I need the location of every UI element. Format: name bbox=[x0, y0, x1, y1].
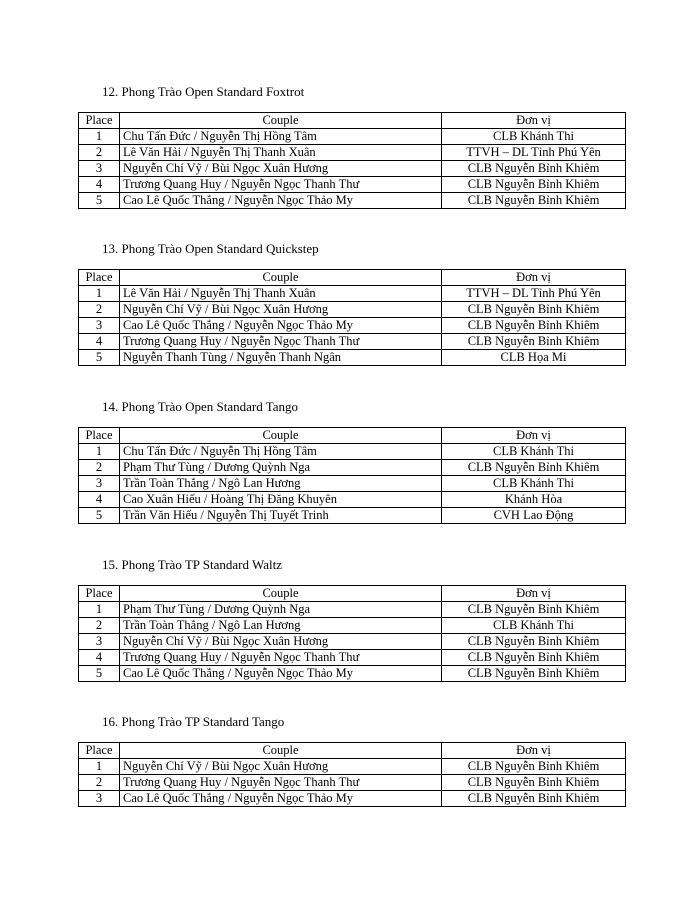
couple-cell: Chu Tấn Đức / Nguyễn Thị Hồng Tâm bbox=[120, 129, 442, 145]
unit-header: Đơn vị bbox=[442, 428, 626, 444]
unit-cell: CLB Nguyễn Bỉnh Khiêm bbox=[442, 775, 626, 791]
couple-cell: Nguyễn Chí Vỹ / Bùi Ngọc Xuân Hương bbox=[120, 634, 442, 650]
unit-cell: TTVH – DL Tỉnh Phú Yên bbox=[442, 286, 626, 302]
table-row bbox=[79, 302, 626, 318]
table-row bbox=[79, 350, 626, 366]
unit-header: Đơn vị bbox=[442, 113, 626, 129]
unit-cell: CLB Nguyễn Bỉnh Khiêm bbox=[442, 302, 626, 318]
unit-cell: CLB Khánh Thi bbox=[442, 444, 626, 460]
couple-cell: Cao Lê Quốc Thắng / Nguyễn Ngọc Thảo My bbox=[120, 666, 442, 682]
unit-cell: CLB Nguyễn Bỉnh Khiêm bbox=[442, 791, 626, 807]
table-row bbox=[79, 444, 626, 460]
place-cell: 1 bbox=[79, 602, 120, 618]
table-row bbox=[79, 161, 626, 177]
couple-cell: Lê Văn Hải / Nguyễn Thị Thanh Xuân bbox=[120, 145, 442, 161]
table-row bbox=[79, 775, 626, 791]
couple-header: Couple bbox=[120, 743, 442, 759]
table-header-row bbox=[79, 113, 626, 129]
table-header-row bbox=[79, 270, 626, 286]
couple-cell: Nguyễn Chí Vỹ / Bùi Ngọc Xuân Hương bbox=[120, 302, 442, 318]
section-quickstep bbox=[78, 241, 625, 366]
couple-cell: Lê Văn Hải / Nguyễn Thị Thanh Xuân bbox=[120, 286, 442, 302]
unit-cell: CLB Nguyễn Bỉnh Khiêm bbox=[442, 602, 626, 618]
unit-cell: Khánh Hòa bbox=[442, 492, 626, 508]
couple-header: Couple bbox=[120, 428, 442, 444]
place-cell: 4 bbox=[79, 492, 120, 508]
place-cell: 5 bbox=[79, 193, 120, 209]
unit-cell: TTVH – DL Tỉnh Phú Yên bbox=[442, 145, 626, 161]
couple-cell: Nguyễn Thanh Tùng / Nguyễn Thanh Ngân bbox=[120, 350, 442, 366]
table-row bbox=[79, 508, 626, 524]
results-table bbox=[78, 585, 626, 682]
place-cell: 2 bbox=[79, 460, 120, 476]
unit-cell: CLB Khánh Thi bbox=[442, 476, 626, 492]
unit-cell: CLB Khánh Thi bbox=[442, 618, 626, 634]
unit-cell: CLB Nguyễn Bỉnh Khiêm bbox=[442, 666, 626, 682]
table-header-row bbox=[79, 586, 626, 602]
unit-cell: CLB Nguyễn Bỉnh Khiêm bbox=[442, 193, 626, 209]
table-row bbox=[79, 286, 626, 302]
couple-cell: Cao Xuân Hiếu / Hoàng Thị Đăng Khuyên bbox=[120, 492, 442, 508]
place-cell: 2 bbox=[79, 775, 120, 791]
couple-header: Couple bbox=[120, 113, 442, 129]
table-row bbox=[79, 129, 626, 145]
section-title: 12. Phong Trào Open Standard Foxtrot bbox=[102, 84, 305, 99]
place-cell: 3 bbox=[79, 476, 120, 492]
section-title: 13. Phong Trào Open Standard Quickstep bbox=[102, 241, 319, 256]
table-row bbox=[79, 476, 626, 492]
place-cell: 4 bbox=[79, 650, 120, 666]
unit-cell: CLB Nguyễn Bỉnh Khiêm bbox=[442, 650, 626, 666]
place-cell: 1 bbox=[79, 286, 120, 302]
unit-cell: CLB Khánh Thi bbox=[442, 129, 626, 145]
table-row bbox=[79, 318, 626, 334]
place-header: Place bbox=[79, 270, 120, 286]
place-cell: 1 bbox=[79, 759, 120, 775]
unit-header: Đơn vị bbox=[442, 270, 626, 286]
place-header: Place bbox=[79, 113, 120, 129]
couple-cell: Cao Lê Quốc Thắng / Nguyễn Ngọc Thảo My bbox=[120, 318, 442, 334]
table-row bbox=[79, 492, 626, 508]
unit-cell: CLB Họa Mi bbox=[442, 350, 626, 366]
couple-cell: Trần Toàn Thắng / Ngô Lan Hương bbox=[120, 476, 442, 492]
couple-cell: Trương Quang Huy / Nguyễn Ngọc Thanh Thư bbox=[120, 650, 442, 666]
section-title: 14. Phong Trào Open Standard Tango bbox=[102, 399, 299, 414]
place-header: Place bbox=[79, 428, 120, 444]
couple-cell: Phạm Thư Tùng / Dương Quỳnh Nga bbox=[120, 602, 442, 618]
couple-cell: Trương Quang Huy / Nguyễn Ngọc Thanh Thư bbox=[120, 334, 442, 350]
table-row bbox=[79, 602, 626, 618]
couple-cell: Trần Toàn Thắng / Ngô Lan Hương bbox=[120, 618, 442, 634]
place-cell: 2 bbox=[79, 302, 120, 318]
place-cell: 3 bbox=[79, 791, 120, 807]
unit-cell: CLB Nguyễn Bỉnh Khiêm bbox=[442, 177, 626, 193]
section-title: 16. Phong Trào TP Standard Tango bbox=[102, 714, 285, 729]
table-row bbox=[79, 145, 626, 161]
results-table bbox=[78, 112, 626, 209]
table-row bbox=[79, 791, 626, 807]
couple-cell: Nguyễn Chí Vỹ / Bùi Ngọc Xuân Hương bbox=[120, 759, 442, 775]
table-row bbox=[79, 650, 626, 666]
couple-cell: Nguyễn Chí Vỹ / Bùi Ngọc Xuân Hương bbox=[120, 161, 442, 177]
place-cell: 5 bbox=[79, 666, 120, 682]
couple-cell: Trương Quang Huy / Nguyễn Ngọc Thanh Thư bbox=[120, 775, 442, 791]
unit-cell: CVH Lao Động bbox=[442, 508, 626, 524]
place-cell: 4 bbox=[79, 177, 120, 193]
place-header: Place bbox=[79, 743, 120, 759]
section-foxtrot bbox=[78, 84, 625, 209]
place-cell: 2 bbox=[79, 145, 120, 161]
table-row bbox=[79, 460, 626, 476]
results-table bbox=[78, 427, 626, 524]
unit-cell: CLB Nguyễn Bỉnh Khiêm bbox=[442, 460, 626, 476]
place-cell: 2 bbox=[79, 618, 120, 634]
table-row bbox=[79, 759, 626, 775]
couple-cell: Trương Quang Huy / Nguyễn Ngọc Thanh Thư bbox=[120, 177, 442, 193]
place-header: Place bbox=[79, 586, 120, 602]
place-cell: 1 bbox=[79, 444, 120, 460]
unit-header: Đơn vị bbox=[442, 586, 626, 602]
results-table bbox=[78, 269, 626, 366]
unit-cell: CLB Nguyễn Bỉnh Khiêm bbox=[442, 334, 626, 350]
couple-cell: Phạm Thư Tùng / Dương Quỳnh Nga bbox=[120, 460, 442, 476]
place-cell: 3 bbox=[79, 634, 120, 650]
couple-header: Couple bbox=[120, 270, 442, 286]
place-cell: 3 bbox=[79, 161, 120, 177]
unit-header: Đơn vị bbox=[442, 743, 626, 759]
table-header-row bbox=[79, 428, 626, 444]
unit-cell: CLB Nguyễn Bỉnh Khiêm bbox=[442, 634, 626, 650]
place-cell: 4 bbox=[79, 334, 120, 350]
place-cell: 5 bbox=[79, 350, 120, 366]
table-row bbox=[79, 334, 626, 350]
place-cell: 1 bbox=[79, 129, 120, 145]
table-row bbox=[79, 666, 626, 682]
place-cell: 5 bbox=[79, 508, 120, 524]
section-open-tango bbox=[78, 399, 625, 524]
section-tp-waltz bbox=[78, 557, 625, 682]
couple-header: Couple bbox=[120, 586, 442, 602]
unit-cell: CLB Nguyễn Bỉnh Khiêm bbox=[442, 759, 626, 775]
table-row bbox=[79, 634, 626, 650]
place-cell: 3 bbox=[79, 318, 120, 334]
couple-cell: Cao Lê Quốc Thắng / Nguyễn Ngọc Thảo My bbox=[120, 791, 442, 807]
table-header-row bbox=[79, 743, 626, 759]
section-tp-tango bbox=[78, 714, 625, 807]
couple-cell: Trần Văn Hiếu / Nguyễn Thị Tuyết Trinh bbox=[120, 508, 442, 524]
unit-cell: CLB Nguyễn Bỉnh Khiêm bbox=[442, 161, 626, 177]
table-row bbox=[79, 618, 626, 634]
couple-cell: Cao Lê Quốc Thắng / Nguyễn Ngọc Thảo My bbox=[120, 193, 442, 209]
unit-cell: CLB Nguyễn Bỉnh Khiêm bbox=[442, 318, 626, 334]
couple-cell: Chu Tấn Đức / Nguyễn Thị Hồng Tâm bbox=[120, 444, 442, 460]
table-row bbox=[79, 177, 626, 193]
table-row bbox=[79, 193, 626, 209]
section-title: 15. Phong Trào TP Standard Waltz bbox=[102, 557, 283, 572]
results-table bbox=[78, 742, 626, 807]
